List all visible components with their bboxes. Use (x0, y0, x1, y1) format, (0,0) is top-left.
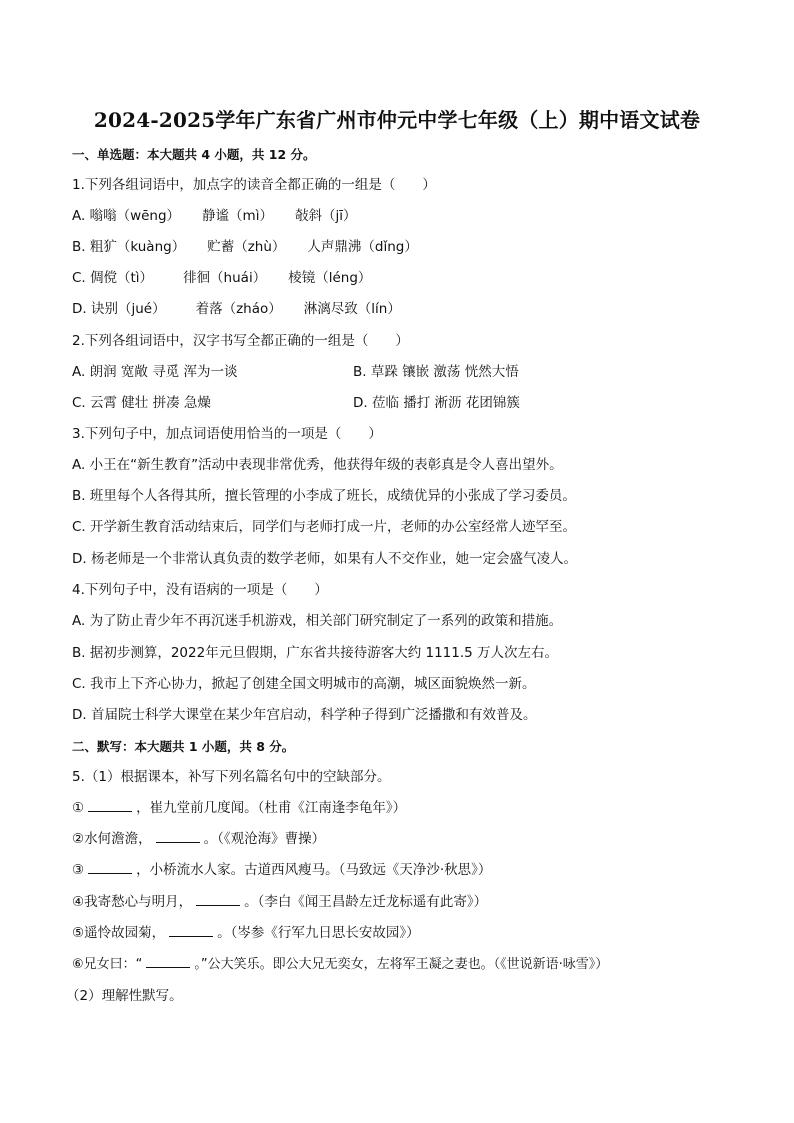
question-5-part-2: （2）理解性默写。 (66, 988, 183, 1004)
question-1-option-b: B. 粗犷（kuàng） 贮蓄（zhù） 人声鼎沸（dǐng） (72, 239, 418, 255)
answer-blank[interactable] (169, 924, 213, 937)
question-3-option-d: D. 杨老师是一个非常认真负责的数学老师，如果有人不交作业，她一定会盛气凌人。 (72, 551, 577, 567)
answer-blank[interactable] (156, 830, 200, 843)
question-4-stem: 4.下列句子中，没有语病的一项是（ ） (72, 582, 328, 598)
dictation-line-2: ②水何澹澹， 。（《观沧海》曹操） (72, 831, 326, 847)
dictation-line-5: ⑤遥怜故园菊， 。（岑参《行军九日思长安故园》） (72, 925, 420, 941)
question-1-stem: 1.下列各组词语中，加点字的读音全都正确的一组是（ ） (72, 177, 436, 193)
question-1-option-d: D. 诀别（jué） 着落（zháo） 淋漓尽致（lín） (72, 301, 401, 317)
dictation-line-1: ① ，崔九堂前几度闻。（杜甫《江南逢李龟年》） (72, 800, 407, 816)
question-2-option-c: C. 云霄 健壮 拼凑 急燥 (72, 395, 211, 411)
question-4-option-c: C. 我市上下齐心协力，掀起了创建全国文明城市的高潮，城区面貌焕然一新。 (72, 676, 536, 692)
section-heading-dictation: 二、默写：本大题共 1 小题，共 8 分。 (72, 739, 295, 754)
question-3-option-b: B. 班里每个人各得其所，擅长管理的小李成了班长，成绩优异的小张成了学习委员。 (72, 488, 576, 504)
question-2-option-d: D. 莅临 播打 淅沥 花团锦簇 (353, 395, 520, 411)
question-3-option-a: A. 小王在“新生教育”活动中表现非常优秀，他获得年级的表彰真是令人喜出望外。 (72, 457, 563, 473)
answer-blank[interactable] (88, 861, 132, 874)
answer-blank[interactable] (196, 893, 240, 906)
question-4-option-d: D. 首届院士科学大课堂在某少年宫启动，科学种子得到广泛播撒和有效普及。 (72, 707, 537, 723)
question-1-option-c: C. 倜傥（tì） 徘徊（huái） 棱镜（léng） (72, 270, 372, 286)
dictation-line-6: ⑥兄女曰：“ 。”公大笑乐。即公大兄无奕女，左将军王凝之妻也。（《世说新语·咏雪》） (72, 957, 609, 972)
question-5-stem: 5.（1）根据课本，补写下列名篇名句中的空缺部分。 (72, 769, 391, 785)
dictation-line-4: ④我寄愁心与明月， 。（李白《闻王昌龄左迁龙标遥有此寄》） (72, 894, 488, 910)
section-heading-single-choice: 一、单选题：本大题共 4 小题，共 12 分。 (72, 147, 316, 162)
question-2-option-b: B. 草跺 镶嵌 激荡 恍然大悟 (353, 364, 519, 380)
question-4-option-b: B. 据初步测算，2022年元旦假期，广东省共接待游客大约 1111.5 万人次左右。 (72, 645, 559, 661)
question-2-stem: 2.下列各组词语中，汉字书写全都正确的一组是（ ） (72, 333, 409, 349)
answer-blank[interactable] (146, 955, 190, 968)
question-4-option-a: A. 为了防止青少年不再沉迷手机游戏，相关部门研究制定了一系列的政策和措施。 (72, 613, 563, 629)
question-1-option-a: A. 嗡嗡（wēng） 静谧（mì） 敧斜（jī） (72, 208, 357, 224)
question-2-option-a: A. 朗润 宽敞 寻觅 浑为一谈 (72, 364, 238, 380)
page-title: 2024-2025学年广东省广州市仲元中学七年级（上）期中语文试卷 (93, 108, 701, 132)
answer-blank[interactable] (88, 799, 132, 812)
dictation-line-3: ③ ，小桥流水人家。古道西风瘦马。（马致远《天净沙·秋思》） (72, 862, 492, 878)
question-3-option-c: C. 开学新生教育活动结束后，同学们与老师打成一片，老师的办公室经常人迹罕至。 (72, 519, 577, 535)
question-3-stem: 3.下列句子中，加点词语使用恰当的一项是（ ） (72, 426, 382, 442)
